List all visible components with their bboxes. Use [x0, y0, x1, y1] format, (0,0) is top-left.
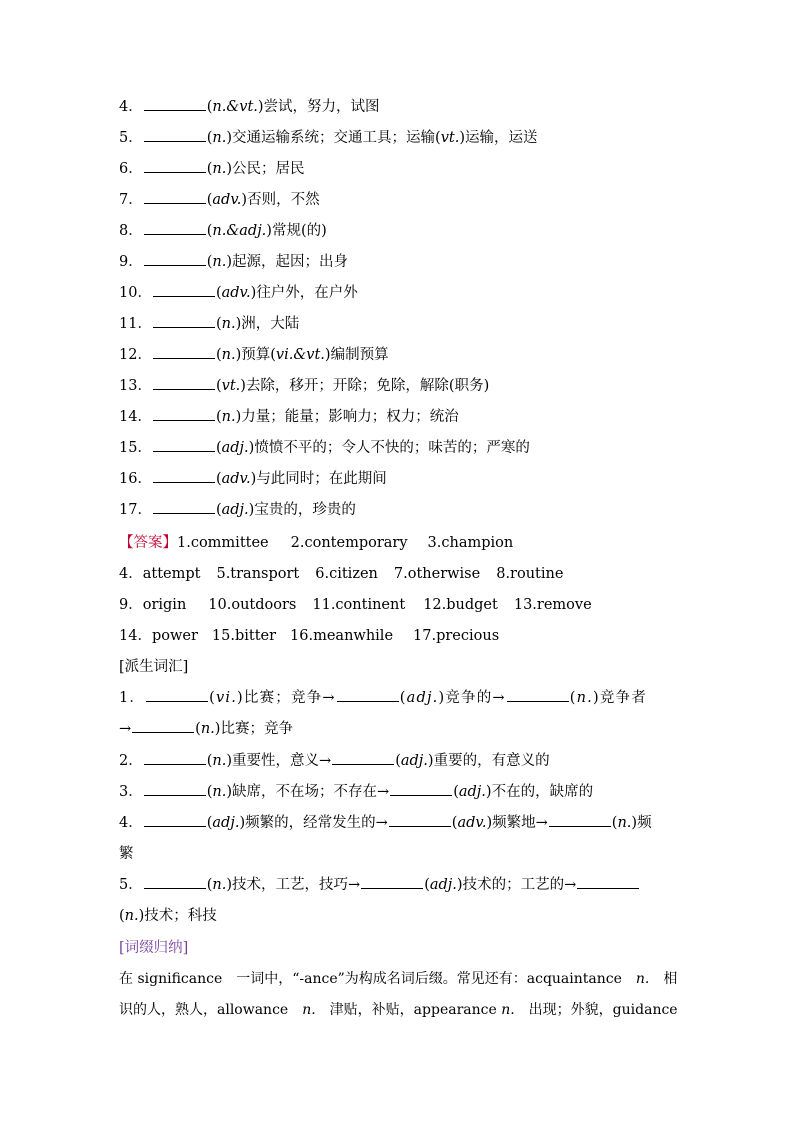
answer-item: 13.remove [513, 597, 592, 613]
fill-blank[interactable] [144, 191, 206, 204]
answer-line-1 [119, 533, 513, 553]
vocab-item: 12． (n.)预算(vi.&vt.)编制预算 [119, 347, 389, 363]
derivative-2: 2． (n.)重要性，意义→ (adj.)重要的，有意义的 [119, 753, 550, 769]
answer-line-3 [119, 595, 592, 615]
fill-blank[interactable] [144, 752, 206, 765]
derivative-3: 3． (n.)缺席，不在场；不存在→ (adj.)不在的，缺席的 [119, 784, 594, 800]
vocab-item: 5． (n.)交通运输系统；交通工具；运输(vt.)运输，运送 [119, 130, 538, 146]
vocab-item: 15． (adj.)愤愤不平的；令人不快的；味苦的；严寒的 [119, 440, 530, 456]
fill-blank[interactable] [507, 689, 569, 702]
answer-item: 10.outdoors [208, 597, 297, 613]
meaning: 与此同时；在此期间 [256, 471, 387, 487]
fill-blank[interactable] [132, 720, 194, 733]
item-number: 12． [119, 347, 152, 363]
meaning: 宝贵的，珍贵的 [254, 502, 356, 518]
derivative-5: 5． (n.)技术，工艺，技巧→ (adj.)技术的；工艺的→ [119, 875, 640, 895]
answer-line-4 [119, 626, 499, 646]
fill-blank[interactable] [332, 752, 394, 765]
meaning: 公民；居民 [232, 161, 305, 177]
vocab-item: 16． (adv.)与此同时；在此期间 [119, 471, 387, 487]
part-of-speech: vi.&vt. [275, 347, 325, 363]
fill-blank[interactable] [549, 814, 611, 827]
derivatives-heading: [派生词汇] [119, 659, 189, 675]
fill-blank[interactable] [144, 222, 206, 235]
vocab-item: 14． (n.)力量；能量；影响力；权力；统治 [119, 409, 459, 425]
answer-item: 12.budget [423, 597, 498, 613]
meaning: 往户外，在户外 [256, 285, 358, 301]
answer-item: 2.contemporary [290, 535, 408, 551]
derivative-4: 4． (adj.)频繁的，经常发生的→ (adv.)频繁地→ (n.)频 [119, 815, 652, 831]
meaning: 交通运输系统；交通工具；运输 [232, 130, 436, 146]
vocab-item: 8． (n.&adj.)常规(的) [119, 223, 327, 239]
item-number: 15． [119, 440, 152, 456]
fill-blank[interactable] [153, 377, 215, 390]
fill-blank[interactable] [153, 470, 215, 483]
answer-item: 4．attempt [119, 566, 201, 582]
item-number: 11． [119, 316, 152, 332]
meaning: 运输，运送 [465, 130, 538, 146]
fill-blank[interactable] [577, 876, 639, 889]
fill-blank[interactable] [361, 876, 423, 889]
answer-item: 7.otherwise [393, 566, 481, 582]
answer-item: 16.meanwhile [290, 628, 394, 644]
meaning: 起源，起因；出身 [232, 254, 349, 270]
derivative-1-cont: → (n.)比赛；竞争 [119, 721, 293, 737]
answer-item: 11.continent [312, 597, 406, 613]
answer-item: 3.champion [427, 535, 514, 551]
part-of-speech: adv. [212, 192, 242, 208]
answer-label: 【答案】 [119, 535, 177, 551]
part-of-speech: n.&vt. [212, 99, 258, 115]
derivative-4-cont: 繁 [119, 846, 134, 862]
derivative-5-cont: (n.)技术；科技 [119, 908, 217, 924]
meaning: 力量；能量；影响力；权力；统治 [241, 409, 459, 425]
part-of-speech: n. [212, 254, 227, 270]
suffix-heading: [词缀归纳] [119, 940, 189, 956]
item-number: 13． [119, 378, 152, 394]
vocab-item: 17． (adj.)宝贵的，珍贵的 [119, 502, 356, 518]
fill-blank[interactable] [153, 284, 215, 297]
part-of-speech: n. [221, 409, 236, 425]
item-number: 9． [119, 254, 143, 270]
answer-item: 8.routine [496, 566, 564, 582]
meaning: 否则，不然 [247, 192, 320, 208]
vocab-item: 11． (n.)洲，大陆 [119, 316, 300, 332]
fill-blank[interactable] [144, 253, 206, 266]
vocab-item: 9． (n.)起源，起因；出身 [119, 254, 349, 270]
item-number: 6． [119, 161, 143, 177]
part-of-speech: n. [212, 130, 227, 146]
fill-blank[interactable] [146, 689, 208, 702]
vocab-item: 7． (adv.)否则，不然 [119, 192, 320, 208]
vocab-item: 6． (n.)公民；居民 [119, 161, 305, 177]
part-of-speech: adj. [221, 502, 249, 518]
item-number: 16． [119, 471, 152, 487]
meaning: 常规(的) [271, 223, 327, 239]
answer-item: 6.citizen [315, 566, 378, 582]
suffix-text-line-1: 在 significance 一词中，“-ance”为构成名词后缀。常见还有：acquaintance n. 相 [119, 971, 678, 987]
answer-item: 14．power [119, 628, 198, 644]
item-number: 17． [119, 502, 152, 518]
fill-blank[interactable] [153, 346, 215, 359]
suffix-text-line-2: 识的人，熟人，allowance n. 津贴，补贴，appearance n. 出现；外貌，guidance [119, 1002, 678, 1018]
item-number: 4． [119, 99, 143, 115]
answer-line-2 [119, 564, 563, 584]
fill-blank[interactable] [144, 783, 206, 796]
part-of-speech: n.&adj. [212, 223, 267, 239]
fill-blank[interactable] [144, 160, 206, 173]
meaning: 洲，大陆 [241, 316, 300, 332]
vocab-item: 4． (n.&vt.)尝试，努力，试图 [119, 99, 380, 115]
meaning: 愤愤不平的；令人不快的；味苦的；严寒的 [254, 440, 530, 456]
part-of-speech: adv. [221, 285, 251, 301]
fill-blank[interactable] [144, 129, 206, 142]
fill-blank[interactable] [337, 689, 399, 702]
part-of-speech: n. [221, 316, 236, 332]
answer-item: 15.bitter [211, 628, 277, 644]
item-number: 10． [119, 285, 152, 301]
item-number: 7． [119, 192, 143, 208]
fill-blank[interactable] [153, 315, 215, 328]
fill-blank[interactable] [153, 501, 215, 514]
meaning: 去除，移开；开除；免除，解除(职务) [245, 378, 490, 394]
meaning: 尝试，努力，试图 [263, 99, 380, 115]
derivative-1: 1． (vi.)比赛；竞争→ (adj.)竞争的→ (n.)竞争者 [119, 690, 647, 706]
part-of-speech: vt. [221, 378, 241, 394]
item-number: 5． [119, 130, 143, 146]
fill-blank[interactable] [390, 783, 452, 796]
fill-blank[interactable] [153, 439, 215, 452]
part-of-speech: n. [212, 161, 227, 177]
part-of-speech: adj. [221, 440, 249, 456]
vocab-item: 13． (vt.)去除，移开；开除；免除，解除(职务) [119, 378, 490, 394]
fill-blank[interactable] [144, 98, 206, 111]
part-of-speech: adv. [221, 471, 251, 487]
part-of-speech: n. [221, 347, 236, 363]
fill-blank[interactable] [153, 408, 215, 421]
fill-blank[interactable] [144, 876, 206, 889]
meaning: 预算 [241, 347, 271, 363]
answer-item: 9．origin [119, 597, 187, 613]
item-number: 8． [119, 223, 143, 239]
item-number: 14． [119, 409, 152, 425]
fill-blank[interactable] [389, 814, 451, 827]
answer-item: 1.committee [177, 535, 269, 551]
meaning: 编制预算 [330, 347, 389, 363]
answer-item: 5.transport [216, 566, 300, 582]
answer-item: 17.precious [413, 628, 500, 644]
part-of-speech: vt. [440, 130, 460, 146]
vocab-item: 10． (adv.)往户外，在户外 [119, 285, 358, 301]
fill-blank[interactable] [144, 814, 206, 827]
